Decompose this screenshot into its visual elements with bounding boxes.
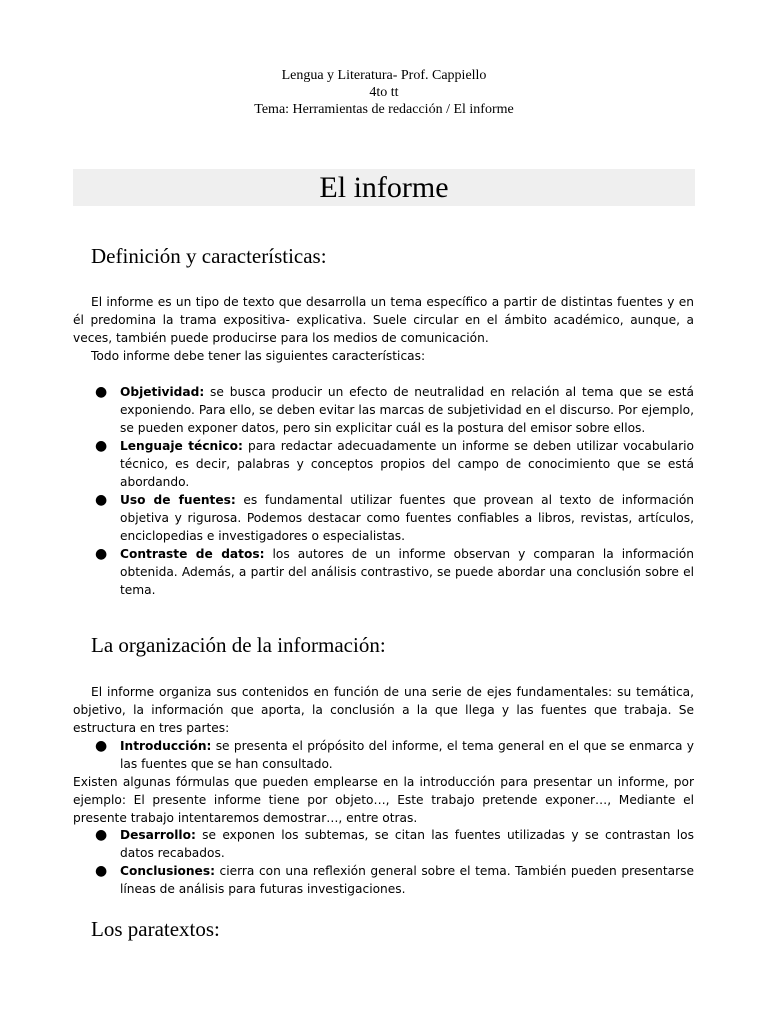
- document-header: [0, 67, 768, 118]
- list-item: [73, 737, 694, 773]
- bullet-icon: ●: [95, 384, 108, 400]
- header-topic: Tema: Herramientas de redacción / El informe: [254, 102, 514, 117]
- item-text: para redactar adecuadamente un informe se deben utilizar vocabulario técnico, es decir, palabras y conceptos propios del campo de conocimiento que se está abordando.: [120, 439, 694, 489]
- bullet-icon: ●: [95, 492, 108, 508]
- item-term: Introducción:: [120, 739, 212, 753]
- header-course: Lengua y Literatura- Prof. Cappiello: [281, 68, 487, 83]
- list-item: [73, 437, 694, 491]
- bullet-icon: ●: [95, 546, 108, 562]
- item-term: Lenguaje técnico:: [120, 439, 243, 453]
- item-term: Conclusiones:: [120, 864, 215, 878]
- bullet-icon: ●: [95, 827, 108, 843]
- bullet-icon: ●: [95, 738, 108, 754]
- item-text: se exponen los subtemas, se citan las fuentes utilizadas y se contrastan los datos recabados.: [120, 828, 694, 860]
- list-item: [73, 491, 694, 545]
- item-term: Desarrollo:: [120, 828, 196, 842]
- paragraph-caracteristicas-intro: Todo informe debe tener las siguientes características:: [91, 349, 426, 363]
- paragraph-formulas: Existen algunas fórmulas que pueden emplearse en la introducción para presentar un informe, por ejemplo: El presente informe tiene por objeto…, Este trabajo pretende exponer…, Mediante el presente trabajo intentaremos demostrar…, entre otras.: [73, 775, 694, 825]
- list-item: [73, 826, 694, 862]
- section-heading-definicion: Definición y características:: [91, 244, 327, 268]
- document-title: El informe: [73, 169, 695, 206]
- item-text: es fundamental utilizar fuentes que provean al texto de información objetiva y rigurosa. Podemos destacar como fuentes confiables a libros, revistas, artículos, enciclopedias e investigadores o especialistas.: [120, 493, 694, 543]
- list-caracteristicas: [73, 383, 694, 599]
- paragraph-definicion: El informe es un tipo de texto que desarrolla un tema específico a partir de distintas fuentes y en él predomina la trama expositiva- explicativa. Suele circular en el ámbito académico, aunque, a veces, también puede producirse para los medios de comunicación.: [73, 295, 694, 345]
- section-heading-paratextos: Los paratextos:: [91, 917, 220, 941]
- bullet-icon: ●: [95, 438, 108, 454]
- item-text: los autores de un informe observan y comparan la información obtenida. Además, a partir del análisis contrastivo, se puede abordar una conclusión sobre el tema.: [120, 547, 694, 597]
- list-item: [73, 862, 694, 898]
- item-text: cierra con una reflexión general sobre el tema. También pueden presentarse líneas de análisis para futuras investigaciones.: [120, 864, 694, 896]
- bullet-icon: ●: [95, 863, 108, 879]
- paragraph-organizacion: El informe organiza sus contenidos en función de una serie de ejes fundamentales: su temática, objetivo, la información que aporta, la conclusión a la que llega y las fuentes que trabaja. Se estructura en tres partes:: [73, 685, 694, 735]
- list-item: [73, 545, 694, 599]
- list-item: [73, 383, 694, 437]
- item-term: Contraste de datos:: [120, 547, 265, 561]
- section-heading-organizacion: La organización de la información:: [91, 633, 386, 657]
- item-text: se presenta el própósito del informe, el tema general en el que se enmarca y las fuentes que se han consultado.: [120, 739, 694, 771]
- item-term: Objetividad:: [120, 385, 205, 399]
- list-introduccion: [73, 737, 694, 773]
- item-text: se busca producir un efecto de neutralidad en relación al tema que se está exponiendo. Para ello, se deben evitar las marcas de subjetividad en el discurso. Por ejemplo, se pueden exponer datos, pero sin explicitar cuál es la postura del emisor sobre ellos.: [120, 385, 694, 435]
- item-term: Uso de fuentes:: [120, 493, 236, 507]
- header-grade: 4to tt: [369, 85, 399, 100]
- list-partes: [73, 826, 694, 898]
